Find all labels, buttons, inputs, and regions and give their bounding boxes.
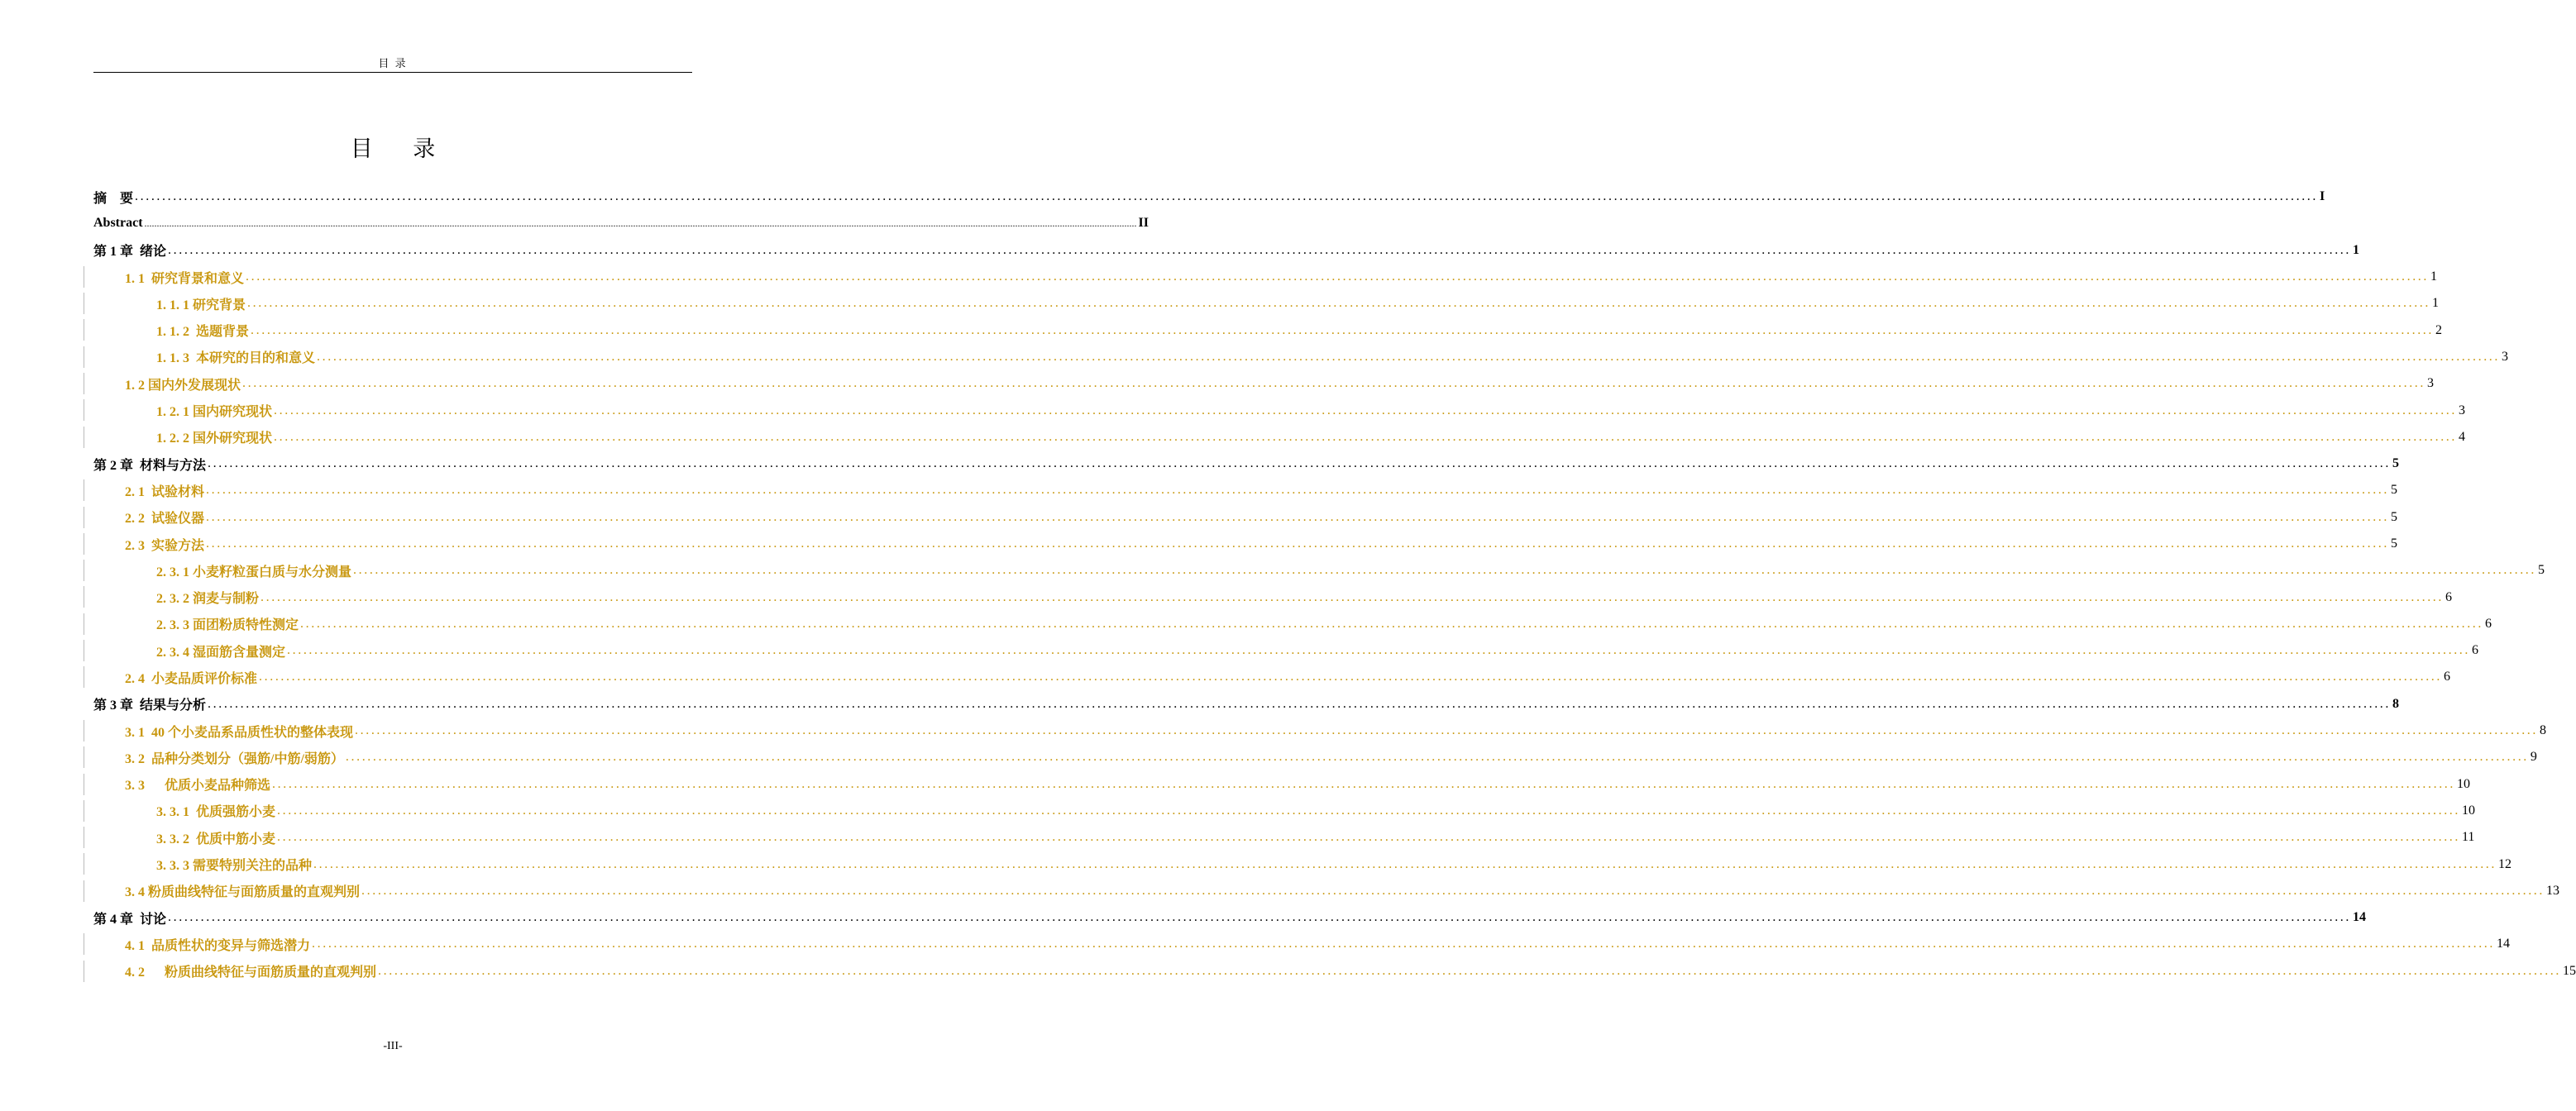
toc-entry-page: 11 xyxy=(2462,830,2475,845)
toc-leader: ................................................................................................................................................................................................................................................................................................................................................................................................................ xyxy=(259,670,2443,684)
toc-entry[interactable] xyxy=(93,477,2398,503)
toc-entry-title: 2. 3 实验方法 xyxy=(125,538,205,553)
toc-entry-page: 3 xyxy=(2427,376,2435,391)
toc-entry[interactable] xyxy=(93,798,2476,824)
toc-entry[interactable] xyxy=(93,958,2576,985)
toc-leader: ................................................................................................................................................................................................................................................................................................................................................................................................................ xyxy=(277,803,2461,818)
toc-entry-title: 1. 1. 1 研究背景 xyxy=(156,298,246,312)
toc-leader: ................................................................................................................................................................................................................................................................................................................................................................................................................ xyxy=(251,322,2435,337)
toc-entry-page: 14 xyxy=(2497,937,2511,951)
toc-entry-page: 5 xyxy=(2391,536,2398,551)
toc-leader: ................................................................................................................................................................................................................................................................................................................................................................................................................ xyxy=(135,189,2319,204)
toc-leader: ................................................................................................................................................................................................................................................................................................................................................................................................................ xyxy=(144,217,1137,230)
toc-entry[interactable] xyxy=(93,931,2511,957)
toc-entry-page: 14 xyxy=(2353,910,2367,925)
toc-leader: ................................................................................................................................................................................................................................................................................................................................................................................................................ xyxy=(312,937,2496,951)
toc-leader: ................................................................................................................................................................................................................................................................................................................................................................................................................ xyxy=(274,403,2458,417)
toc-entry-title: 2. 3. 4 湿面筋含量测定 xyxy=(156,645,286,660)
toc-leader: ................................................................................................................................................................................................................................................................................................................................................................................................................ xyxy=(378,963,2562,978)
toc-leader: ................................................................................................................................................................................................................................................................................................................................................................................................................ xyxy=(260,589,2445,604)
toc-leader: ................................................................................................................................................................................................................................................................................................................................................................................................................ xyxy=(168,242,2352,257)
toc-entry-title: 1. 2. 1 国内研究现状 xyxy=(156,405,273,420)
toc-entry-page: 10 xyxy=(2457,776,2471,791)
toc-leader: ................................................................................................................................................................................................................................................................................................................................................................................................................ xyxy=(272,776,2456,791)
toc-entry-page: 5 xyxy=(2391,509,2398,524)
header-rule xyxy=(93,72,692,73)
toc-entry[interactable] xyxy=(93,584,2453,610)
toc-entry-title: 3. 3. 3 需要特别关注的品种 xyxy=(156,859,313,874)
toc-entry-page: 9 xyxy=(2530,750,2537,765)
toc-entry-page: 5 xyxy=(2392,456,2400,471)
toc-entry-title: 3. 1 40 个小麦品系品质性状的整体表现 xyxy=(125,725,354,740)
toc-entry-title: 第 2 章 材料与方法 xyxy=(93,458,207,473)
toc-entry[interactable] xyxy=(93,397,2466,423)
toc-entry-page: 8 xyxy=(2540,723,2547,738)
toc-entry[interactable] xyxy=(93,210,1149,236)
toc-entry-title: 4. 1 品质性状的变异与筛选潜力 xyxy=(125,938,311,953)
toc-entry-title: 2. 3. 2 润麦与制粉 xyxy=(156,592,260,607)
toc-leader: ................................................................................................................................................................................................................................................................................................................................................................................................................ xyxy=(355,723,2539,738)
toc-entry[interactable] xyxy=(93,878,2560,904)
toc-entry-page: 3 xyxy=(2502,349,2509,364)
toc-leader: ................................................................................................................................................................................................................................................................................................................................................................................................................ xyxy=(206,536,2390,551)
toc-entry-title: 2. 3. 3 面团粉质特性测定 xyxy=(156,618,299,633)
toc-entry-page: 1 xyxy=(2432,296,2440,311)
toc-entry-page: 2 xyxy=(2435,322,2443,337)
toc-entry-page: 4 xyxy=(2459,429,2466,444)
toc-leader: ................................................................................................................................................................................................................................................................................................................................................................................................................ xyxy=(206,483,2390,498)
toc-entry-page: 6 xyxy=(2472,643,2479,658)
toc-leader: ................................................................................................................................................................................................................................................................................................................................................................................................................ xyxy=(300,616,2484,631)
toc-entry-page: 1 xyxy=(2353,242,2360,257)
toc-leader: ................................................................................................................................................................................................................................................................................................................................................................................................................ xyxy=(168,910,2352,925)
toc-entry-title: 4. 2 粉质曲线特征与面筋质量的直观判别 xyxy=(125,966,377,980)
toc-entry-title: 第 4 章 讨论 xyxy=(93,912,167,927)
toc-entry-page: 10 xyxy=(2462,803,2476,818)
table-of-contents xyxy=(93,184,2576,985)
toc-entry[interactable] xyxy=(93,370,2435,397)
toc-entry[interactable] xyxy=(93,771,2471,798)
toc-entry-title: 1. 1 研究背景和意义 xyxy=(125,271,245,286)
toc-entry[interactable] xyxy=(93,531,2398,557)
toc-leader: ................................................................................................................................................................................................................................................................................................................................................................................................................ xyxy=(206,509,2390,524)
toc-entry[interactable] xyxy=(93,264,2438,290)
toc-entry-page: 13 xyxy=(2546,883,2560,898)
toc-entry-title: 3. 3. 2 优质中筋小麦 xyxy=(156,832,276,846)
toc-entry-page: 1 xyxy=(2430,269,2438,284)
toc-entry-title: 1. 1. 3 本研究的目的和意义 xyxy=(156,351,316,366)
toc-leader: ................................................................................................................................................................................................................................................................................................................................................................................................................ xyxy=(361,883,2545,898)
toc-entry-page: 5 xyxy=(2391,483,2398,498)
toc-entry[interactable] xyxy=(93,851,2512,877)
toc-entry-title: 1. 2 国内外发展现状 xyxy=(125,378,241,393)
page-number: -III- xyxy=(383,1040,403,1052)
toc-entry[interactable] xyxy=(93,237,2360,264)
toc-entry-page: I xyxy=(2320,189,2325,204)
toc-entry-page: 6 xyxy=(2485,616,2492,631)
toc-entry[interactable] xyxy=(93,718,2547,744)
toc-entry[interactable] xyxy=(93,904,2367,931)
toc-entry-title: Abstract xyxy=(93,216,143,231)
toc-entry-page: II xyxy=(1138,216,1149,231)
toc-entry-page: 5 xyxy=(2538,563,2545,578)
toc-entry-page: 12 xyxy=(2498,856,2512,871)
toc-entry-title: 第 1 章 绪论 xyxy=(93,245,167,260)
toc-entry-title: 3. 2 品种分类划分（强筋/中筋/弱筋） xyxy=(125,751,344,766)
toc-entry-title: 2. 2 试验仪器 xyxy=(125,512,205,527)
toc-entry[interactable] xyxy=(93,557,2545,584)
toc-leader: ................................................................................................................................................................................................................................................................................................................................................................................................................ xyxy=(313,856,2497,871)
toc-leader: ................................................................................................................................................................................................................................................................................................................................................................................................................ xyxy=(246,269,2430,284)
toc-entry-title: 摘 要 xyxy=(93,191,134,206)
toc-entry-title: 2. 3. 1 小麦籽粒蛋白质与水分测量 xyxy=(156,565,352,579)
toc-leader: ................................................................................................................................................................................................................................................................................................................................................................................................................ xyxy=(277,830,2461,845)
toc-entry[interactable] xyxy=(93,451,2400,477)
toc-entry-page: 6 xyxy=(2444,670,2451,684)
toc-leader: ................................................................................................................................................................................................................................................................................................................................................................................................................ xyxy=(247,296,2431,311)
toc-entry-title: 3. 3. 1 优质强筋小麦 xyxy=(156,805,276,820)
toc-entry[interactable] xyxy=(93,637,2479,664)
toc-entry[interactable] xyxy=(93,664,2451,690)
toc-entry[interactable] xyxy=(93,424,2466,451)
toc-leader: ................................................................................................................................................................................................................................................................................................................................................................................................................ xyxy=(274,429,2458,444)
toc-leader: ................................................................................................................................................................................................................................................................................................................................................................................................................ xyxy=(353,563,2537,578)
toc-leader: ................................................................................................................................................................................................................................................................................................................................................................................................................ xyxy=(287,643,2471,658)
toc-entry-title: 2. 1 试验材料 xyxy=(125,484,205,499)
toc-entry[interactable] xyxy=(93,184,2325,210)
toc-entry[interactable] xyxy=(93,824,2475,851)
toc-entry[interactable] xyxy=(93,290,2440,317)
toc-entry-title: 3. 4 粉质曲线特征与面筋质量的直观判别 xyxy=(125,885,361,900)
toc-leader: ................................................................................................................................................................................................................................................................................................................................................................................................................ xyxy=(208,456,2392,471)
toc-entry[interactable] xyxy=(93,344,2509,370)
toc-entry-title: 3. 3 优质小麦品种筛选 xyxy=(125,779,271,794)
toc-entry[interactable] xyxy=(93,504,2398,531)
toc-entry-page: 6 xyxy=(2445,589,2453,604)
toc-entry-page: 3 xyxy=(2459,403,2466,417)
page-title: 目 录 xyxy=(350,136,436,162)
toc-leader: ................................................................................................................................................................................................................................................................................................................................................................................................................ xyxy=(345,750,2529,765)
toc-entry[interactable] xyxy=(93,611,2492,637)
toc-leader: ................................................................................................................................................................................................................................................................................................................................................................................................................ xyxy=(208,696,2392,711)
toc-entry-title: 第 3 章 结果与分析 xyxy=(93,699,207,713)
toc-leader: ................................................................................................................................................................................................................................................................................................................................................................................................................ xyxy=(317,349,2501,364)
toc-entry[interactable] xyxy=(93,317,2443,343)
toc-entry-page: 15 xyxy=(2563,963,2576,978)
toc-leader: ................................................................................................................................................................................................................................................................................................................................................................................................................ xyxy=(242,376,2426,391)
running-header: 目 录 xyxy=(378,57,408,69)
toc-entry[interactable] xyxy=(93,691,2400,718)
toc-entry-page: 8 xyxy=(2392,696,2400,711)
toc-entry-title: 1. 2. 2 国外研究现状 xyxy=(156,432,273,446)
toc-entry-title: 2. 4 小麦品质评价标准 xyxy=(125,671,258,686)
toc-entry-title: 1. 1. 2 选题背景 xyxy=(156,325,250,340)
toc-entry[interactable] xyxy=(93,744,2537,770)
